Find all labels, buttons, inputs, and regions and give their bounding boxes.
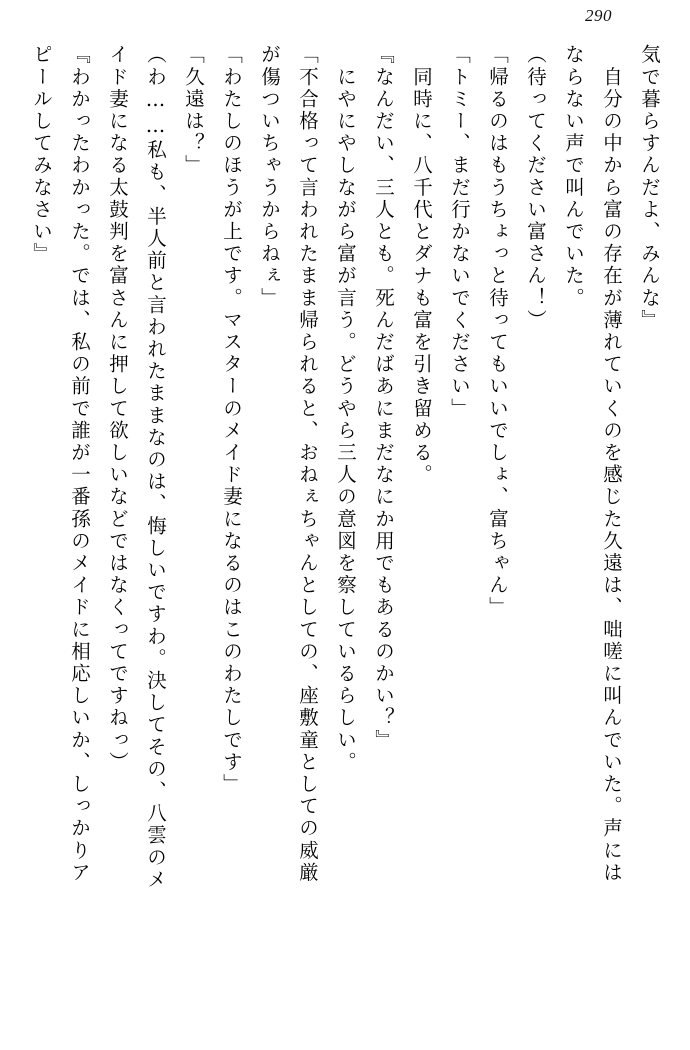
text-line: （わ……私も、半人前と言われたままなのは、悔しいですわ。決してその、八雲のメ: [144, 44, 167, 891]
text-line: 「トミー、まだ行かないでください」: [448, 44, 471, 420]
text-line: 『なんだい、三人とも。死んだばあにまだなにか用でもあるのかい？』: [372, 44, 395, 752]
text-line: （待ってください富さん！）: [524, 44, 547, 332]
text-line: 「わたしのほうが上です。マスターのメイド妻になるのはこのわたしです」: [220, 44, 243, 796]
text-line: 同時に、八千代とダナも富を引き留める。: [410, 44, 433, 486]
vertical-text-body: [22, 44, 668, 1024]
text-line: イド妻になる太鼓判を富さんに押して欲しいなどではなくってですねっ）: [106, 44, 129, 774]
text-line: 『わかったわかった。では、私の前で誰が一番孫のメイドに相応しいか、しっかりア: [68, 44, 91, 884]
page-number: 290: [585, 6, 612, 25]
text-line: ならない声で叫んでいた。: [562, 44, 585, 310]
text-line: 気で暮らすんだよ、みんな』: [638, 44, 661, 332]
text-line: 「不合格って言われたまま帰られると、おねぇちゃんとしての、座敷童としての威厳: [296, 44, 319, 884]
text-line: ピールしてみなさい』: [30, 44, 53, 265]
text-line: にやにやしながら富が言う。どうやら三人の意図を察しているらしい。: [334, 44, 357, 774]
text-line: が傷ついちゃうからねぇ」: [258, 44, 281, 310]
text-line: 「帰るのはもうちょっと待ってもいいでしょ、富ちゃん」: [486, 44, 509, 619]
text-line: 自分の中から富の存在が薄れていくのを感じた久遠は、咄嗟に叫んでいた。声には: [600, 44, 623, 884]
text-line: 「久遠は？」: [182, 44, 205, 177]
